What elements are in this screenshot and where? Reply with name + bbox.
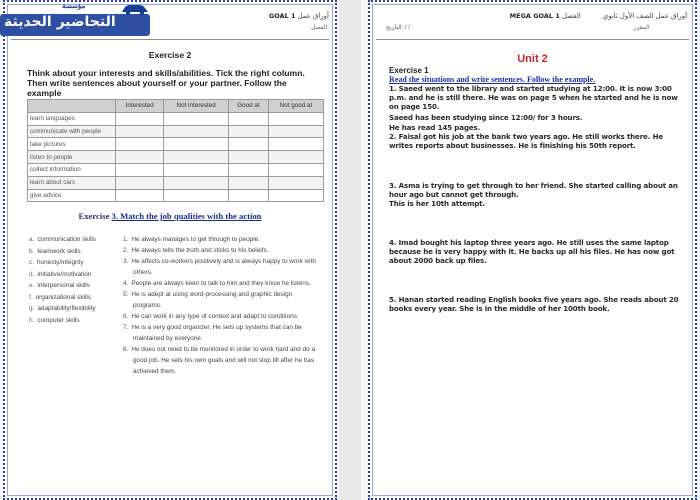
- tick-cell[interactable]: [164, 189, 229, 202]
- item-key: e.: [29, 282, 35, 289]
- item-text: He affects co-workers positively and is always happy to work with others.: [131, 258, 316, 276]
- item-key: g.: [29, 305, 35, 312]
- item-number: 1.: [123, 236, 129, 243]
- header-cell: [28, 100, 116, 113]
- item-number: 5.: [123, 291, 129, 298]
- item-key: c.: [29, 259, 34, 266]
- tick-cell[interactable]: [228, 125, 268, 138]
- tick-cell[interactable]: [164, 112, 229, 125]
- example-answer-1: Saeed has been studying since 12:00/ for 3 hours.: [389, 113, 583, 122]
- tick-cell[interactable]: [228, 151, 268, 164]
- exercise1-instruction: Read the situations and write sentences. Follow the example.: [389, 75, 596, 84]
- tick-cell[interactable]: [116, 125, 164, 138]
- item-text: He is adept at using word-processing and graphic design programs.: [131, 291, 293, 309]
- row-label: collect information: [28, 163, 116, 176]
- table-row: [28, 176, 324, 189]
- list-item: [29, 234, 119, 246]
- list-item: [29, 292, 119, 304]
- item-text: teamwork skills: [37, 247, 81, 255]
- situation-2: 2. Faisal got his job at the bank two years ago. He still works there. He writes reports about businesses. He is finishing his 50th report.: [389, 132, 664, 150]
- situation-1: 1. Saeed went to the library and started studying at 12:00. It is now 3:00 p.m. and he is still there. He was on page 5 when he started and he is now on page 150.: [389, 84, 678, 111]
- list-item: [123, 256, 321, 278]
- exercise2-title: Exercise 2: [148, 50, 192, 60]
- tick-cell[interactable]: [228, 138, 268, 151]
- worksheet-page-left: [3, 0, 337, 500]
- qualities-list: [29, 234, 119, 326]
- tick-cell[interactable]: [269, 138, 324, 151]
- row-label: communicate with people: [28, 125, 116, 138]
- tick-cell[interactable]: [269, 189, 324, 202]
- page-gutter: [339, 0, 361, 500]
- item-key: d.: [29, 270, 35, 278]
- item-number: 2.: [123, 247, 129, 254]
- tick-cell[interactable]: [116, 189, 164, 202]
- table-row: [28, 151, 324, 164]
- list-item: [29, 303, 119, 315]
- header-field: الفصل:: [561, 13, 689, 20]
- situation-3: 3. Asma is trying to get through to her friend. She started calling about an hour ago but cannot get through.: [389, 181, 678, 199]
- tick-cell[interactable]: [228, 189, 268, 202]
- header-subject-label: المقرر: [633, 25, 650, 31]
- item-number: 7.: [123, 324, 129, 331]
- tick-cell[interactable]: [116, 151, 164, 164]
- header-title-arabic: أوراق عمل: [655, 13, 688, 20]
- tick-cell[interactable]: [269, 125, 324, 138]
- table-row: [28, 189, 324, 202]
- tick-cell[interactable]: [228, 112, 268, 125]
- row-label: listen to people: [28, 151, 116, 164]
- item-text: He always manages to get through to people.: [131, 236, 260, 243]
- table-row: [28, 138, 324, 151]
- page-header: [376, 8, 689, 40]
- item-text: He can work in any type of context and adapt to conditions.: [131, 313, 299, 320]
- row-label: take pictures: [28, 138, 116, 151]
- situation-4: 4. Imad bought his laptop three years ago. He still uses the same laptop because he is very happy with it. He backs up all his files. He has now got about 2000 back up files.: [389, 238, 675, 265]
- actions-list: [123, 234, 321, 377]
- header-title-arabic: أوراق عمل: [297, 13, 329, 20]
- exercise3-title-rest: . Match the job qualities with the action: [115, 211, 262, 221]
- item-key: b.: [29, 247, 35, 255]
- item-text: honesty/integrity: [36, 259, 84, 266]
- skills-table: [27, 99, 324, 202]
- item-text: organizational skills: [35, 293, 91, 301]
- list-item: [123, 245, 321, 256]
- list-item: [29, 246, 119, 258]
- item-text: interpersonal skills: [37, 282, 90, 289]
- situation-3-note: This is her 10th attempt.: [389, 199, 485, 208]
- item-text: He always tells the truth and sticks to his beliefs.: [131, 247, 269, 254]
- list-item: [123, 322, 321, 344]
- logo-main-text: التحاضير الحديثة: [4, 14, 116, 30]
- item-key: a.: [29, 236, 35, 243]
- exercise3-title-prefix: Exercise: [78, 211, 110, 221]
- list-item: [123, 289, 321, 311]
- header-date: التاريخ: / /: [386, 25, 410, 31]
- publisher-logo: [0, 0, 160, 48]
- header-field: الفصل:: [311, 25, 329, 31]
- list-item: [29, 269, 119, 281]
- list-item: [123, 311, 321, 322]
- tick-cell[interactable]: [164, 176, 229, 189]
- item-text: initiative/motivation: [37, 270, 92, 278]
- list-item: [29, 280, 119, 292]
- item-number: 3.: [123, 258, 129, 265]
- item-number: 8.: [123, 346, 129, 353]
- item-key: f.: [29, 293, 33, 301]
- list-item: [29, 257, 119, 269]
- header-cell: Not interested: [164, 100, 229, 113]
- tick-cell[interactable]: [269, 163, 324, 176]
- item-text: People are always keen to talk to him and they know he listens.: [131, 280, 311, 287]
- row-label: learn languages: [28, 112, 116, 125]
- header-grade: الصف الأول ثانوي: [602, 13, 654, 20]
- skills-table-header-row: [28, 100, 324, 113]
- car-icon: [120, 2, 150, 16]
- tick-cell[interactable]: [269, 176, 324, 189]
- header-cell: Good at: [228, 100, 268, 113]
- exercise3-title: [5, 211, 335, 221]
- exercise1-title: Exercise 1: [389, 66, 429, 75]
- tick-cell[interactable]: [116, 163, 164, 176]
- header-subject: [376, 24, 689, 31]
- tick-cell[interactable]: [228, 176, 268, 189]
- header-title-english: MEGA GOAL 1: [509, 12, 560, 20]
- tick-cell[interactable]: [269, 151, 324, 164]
- tick-cell[interactable]: [116, 176, 164, 189]
- exercise3-title-number: 3: [111, 211, 116, 221]
- list-item: [29, 315, 119, 327]
- item-text: He does not need to be monitored in order to work hard and do a good job. He sets his own goals and will not stop till after he has achieved them.: [131, 346, 316, 375]
- tick-cell[interactable]: [228, 163, 268, 176]
- situation-5: 5. Hanan started reading English books five years ago. She reads about 20 books every year. She is in the middle of her 100th book.: [389, 295, 679, 313]
- item-text: computer skills: [37, 316, 80, 324]
- table-row: [28, 112, 324, 125]
- row-label: learn about cars: [28, 176, 116, 189]
- tick-cell[interactable]: [164, 151, 229, 164]
- header-cell: Not good at: [269, 100, 324, 113]
- item-key: h.: [29, 316, 35, 324]
- tick-cell[interactable]: [116, 138, 164, 151]
- tick-cell[interactable]: [164, 125, 229, 138]
- row-label: give advice: [28, 189, 116, 202]
- header-title: [376, 12, 689, 20]
- table-row: [28, 163, 324, 176]
- tick-cell[interactable]: [116, 112, 164, 125]
- item-number: 6.: [123, 313, 129, 320]
- item-text: communication skills: [37, 236, 96, 243]
- table-row: [28, 125, 324, 138]
- list-item: [123, 344, 321, 377]
- header-cell: Interested: [116, 100, 164, 113]
- item-text: He is a very good organizer. He sets up systems that can be maintained by everyone.: [131, 324, 302, 342]
- logo-top-text: مؤسسة: [62, 3, 86, 10]
- unit-title: Unit 2: [517, 53, 548, 65]
- list-item: [123, 234, 321, 245]
- item-number: 4.: [123, 280, 129, 287]
- exercise2-instructions: Think about your interests and skills/abilities. Tick the right column. Then write sentences about yourself or your partner. Follow the example: [27, 68, 305, 98]
- worksheet-page-right: [368, 0, 697, 500]
- example-answer-2: He has read 145 pages.: [389, 123, 481, 132]
- tick-cell[interactable]: [164, 138, 229, 151]
- list-item: [123, 278, 321, 289]
- item-text: adaptability/flexibility: [37, 305, 96, 312]
- tick-cell[interactable]: [269, 112, 324, 125]
- tick-cell[interactable]: [164, 163, 229, 176]
- header-title-english: GOAL 1: [268, 12, 296, 20]
